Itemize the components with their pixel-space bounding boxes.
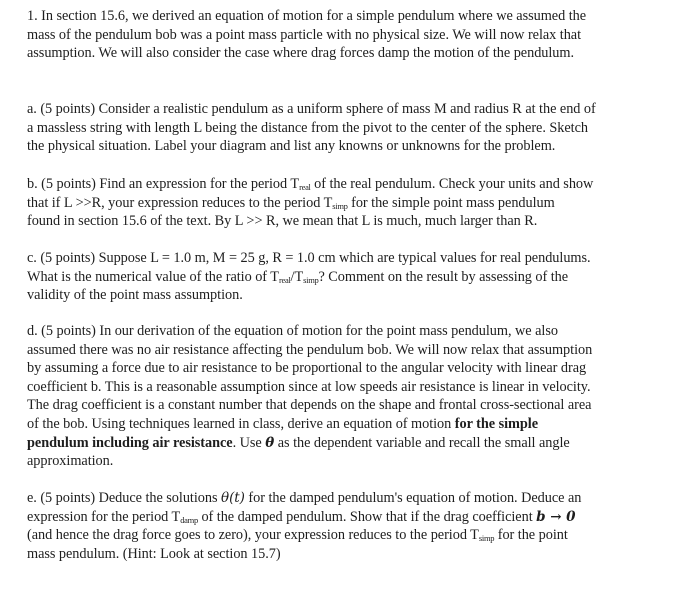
text-run: of the real pendulum. Check your units and show [310, 176, 594, 192]
part-c-line: c. (5 points) Suppose L = 1.0 m, M = 25 g, R = 1.0 cm which are typical values for real pendulums. [27, 250, 591, 266]
intro-line: 1. In section 15.6, we derived an equation of motion for a simple pendulum where we assumed the [27, 8, 587, 24]
text-run: e. (5 points) Deduce the solutions [27, 490, 222, 506]
text-run: expression for the period T [27, 508, 181, 525]
text-run: as the dependent variable and recall the small angle [274, 434, 570, 451]
part-c [27, 249, 687, 305]
theta-of-t: θ(t) [221, 490, 245, 506]
part-d-line: approximation. [27, 453, 114, 470]
part-d-line: assumed there was no air resistance affecting the pendulum bob. We will now relax that assumption [27, 341, 593, 358]
bold-text: pendulum including air resistance [27, 434, 233, 451]
text-run: for the damped pendulum's equation of motion. Deduce an [244, 490, 582, 506]
part-e-line [27, 508, 687, 527]
part-d-line: The drag coefficient is a constant number that depends on the shape and frontal cross-sectional area [27, 397, 592, 414]
part-d-line [27, 415, 687, 434]
part-d-line: by assuming a force due to air resistance to be proportional to the angular velocity with linear drag [27, 360, 587, 377]
b-to-zero: b → 0 [536, 508, 576, 525]
subscript-real: real [278, 274, 291, 285]
part-a-line: a massless string with length L being the distance from the pivot to the center of the sphere. Sketch [27, 119, 588, 136]
part-a [27, 100, 687, 156]
part-a-line: a. (5 points) Consider a realistic pendulum as a uniform sphere of mass M and radius R at the end of [27, 101, 596, 117]
intro-line: assumption. We will also consider the case where drag forces damp the motion of the pendulum. [27, 45, 575, 62]
part-d-line: coefficient b. This is a reasonable assumption since at low speeds air resistance is linear in velocity. [27, 378, 591, 395]
text-run: ? Comment on the result by assessing of the [318, 268, 569, 285]
text-run: What is the numerical value of the ratio of T [27, 268, 279, 285]
subscript-real: real [299, 182, 311, 192]
part-b-line [27, 175, 687, 194]
text-run: b. (5 points) Find an expression for the period T [27, 176, 300, 192]
subscript-simp: simp [478, 533, 495, 544]
part-c-line [27, 268, 687, 287]
subscript-damp: damp [180, 514, 198, 525]
part-d-line: d. (5 points) In our derivation of the equation of motion for the point mass pendulum, we also [27, 323, 558, 339]
text-run: for the point [494, 527, 568, 544]
part-a-line: the physical situation. Label your diagram and list any knowns or unknowns for the problem. [27, 138, 556, 155]
text-run: of the damped pendulum. Show that if the drag coefficient [197, 508, 537, 525]
problem-intro [27, 7, 687, 63]
text-run: for the simple point mass pendulum [347, 194, 555, 211]
part-b-line: found in section 15.6 of the text. By L >> R, we mean that L is much, much larger than R. [27, 213, 538, 230]
part-e-line: mass pendulum. (Hint: Look at section 15.7) [27, 545, 281, 562]
theta-symbol: θ [265, 434, 275, 451]
part-b-line [27, 194, 687, 213]
part-e-line [27, 526, 687, 545]
part-c-line: validity of the point mass assumption. [27, 287, 243, 304]
subscript-simp: simp [303, 274, 319, 285]
part-e-line [27, 489, 687, 508]
text-run: that if L >>R, your expression reduces to the period T [27, 194, 333, 211]
text-run: of the bob. Using techniques learned in class, derive an equation of motion [27, 415, 455, 432]
text-run: (and hence the drag force goes to zero), your expression reduces to the period T [27, 527, 479, 544]
text-run: . Use [232, 434, 266, 451]
subscript-simp: simp [332, 200, 348, 211]
part-b [27, 175, 687, 231]
text-run: /T [290, 268, 304, 285]
part-e [27, 489, 687, 563]
part-d-line [27, 434, 687, 453]
intro-line: mass of the pendulum bob was a point mass particle with no physical size. We will now relax that [27, 26, 582, 43]
part-d [27, 322, 687, 471]
bold-text: for the simple [454, 415, 538, 432]
